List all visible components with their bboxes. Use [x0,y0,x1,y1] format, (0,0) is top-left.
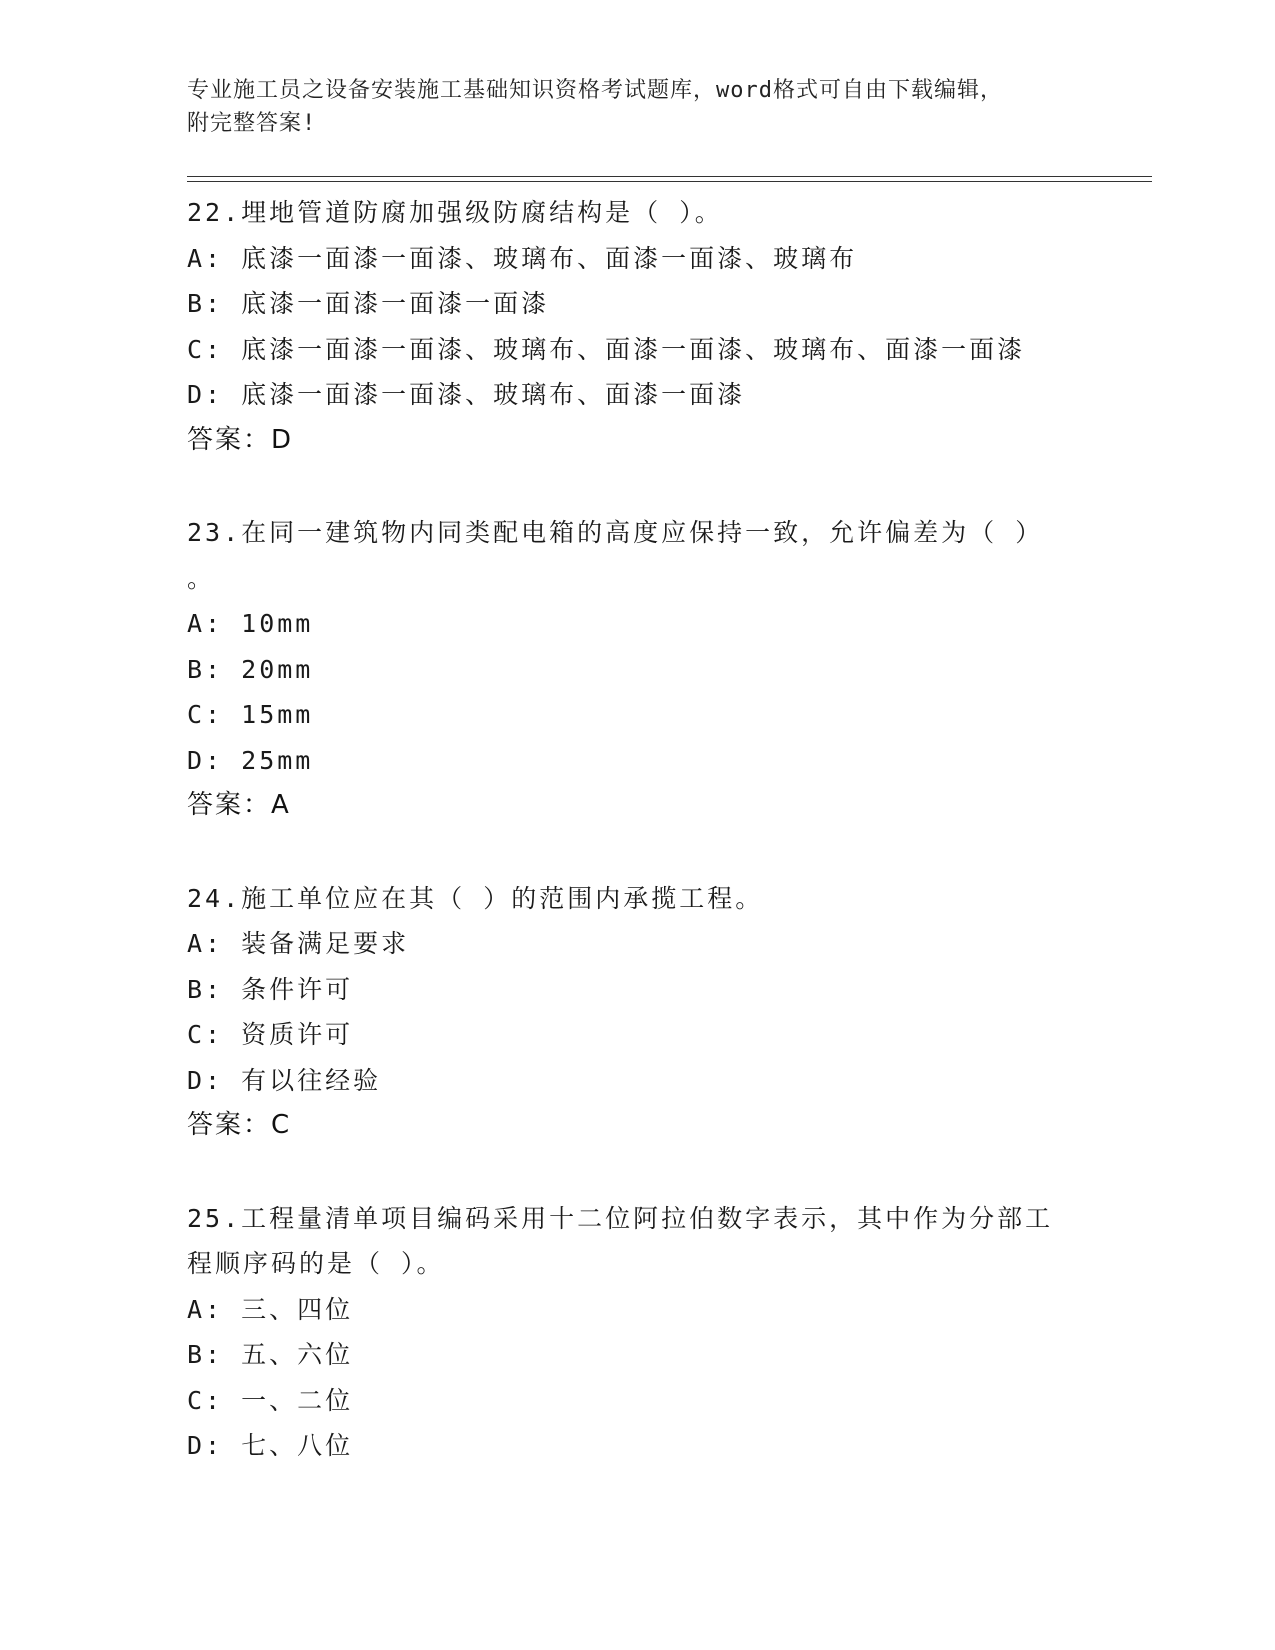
answer-label: 答案：D [187,424,294,455]
option-c: C: 资质许可 [187,1020,354,1049]
option-d: D: 七、八位 [187,1431,354,1460]
option-d: D: 有以往经验 [187,1065,382,1095]
option-a: A: 10mm [187,609,314,638]
question-25 [187,1196,1087,1469]
header-line-2: 附完整答案! [187,111,317,136]
option-c: C: 底漆一面漆一面漆、玻璃布、面漆一面漆、玻璃布、面漆一面漆 [187,334,1026,364]
option-d: D: 底漆一面漆一面漆、玻璃布、面漆一面漆 [187,380,746,409]
question-24 [187,876,1087,1149]
option-b: B: 五、六位 [187,1340,354,1369]
question-list [187,190,1087,1516]
question-stem: 25.工程量清单项目编码采用十二位阿拉伯数字表示，其中作为分部工 [187,1203,1054,1233]
document-page [187,0,1152,1650]
question-stem-continued: 。 [187,563,216,593]
header-double-rule [187,176,1152,182]
page-header [187,74,1087,140]
answer-label: 答案：C [187,1110,292,1140]
question-stem-continued: 程顺序码的是（ ）。 [187,1249,445,1278]
option-b: B: 底漆一面漆一面漆一面漆 [187,289,550,318]
option-a: A: 三、四位 [187,1294,354,1324]
option-d: D: 25mm [187,745,314,775]
header-line-1: 专业施工员之设备安装施工基础知识资格考试题库，word格式可自由下载编辑， [187,78,1003,103]
question-22 [187,190,1087,463]
question-stem: 24.施工单位应在其（ ）的范围内承揽工程。 [187,883,764,913]
option-a: A: 底漆一面漆一面漆、玻璃布、面漆一面漆、玻璃布 [187,243,858,273]
question-stem: 22.埋地管道防腐加强级防腐结构是（ ）。 [187,198,723,227]
question-stem: 23.在同一建筑物内同类配电箱的高度应保持一致，允许偏差为（ ） [187,518,1044,547]
option-b: B: 条件许可 [187,974,354,1004]
option-b: B: 20mm [187,654,314,684]
option-c: C: 15mm [187,700,314,729]
option-c: C: 一、二位 [187,1385,354,1415]
answer-label: 答案：A [187,790,291,820]
question-23 [187,510,1087,829]
option-a: A: 装备满足要求 [187,929,410,958]
